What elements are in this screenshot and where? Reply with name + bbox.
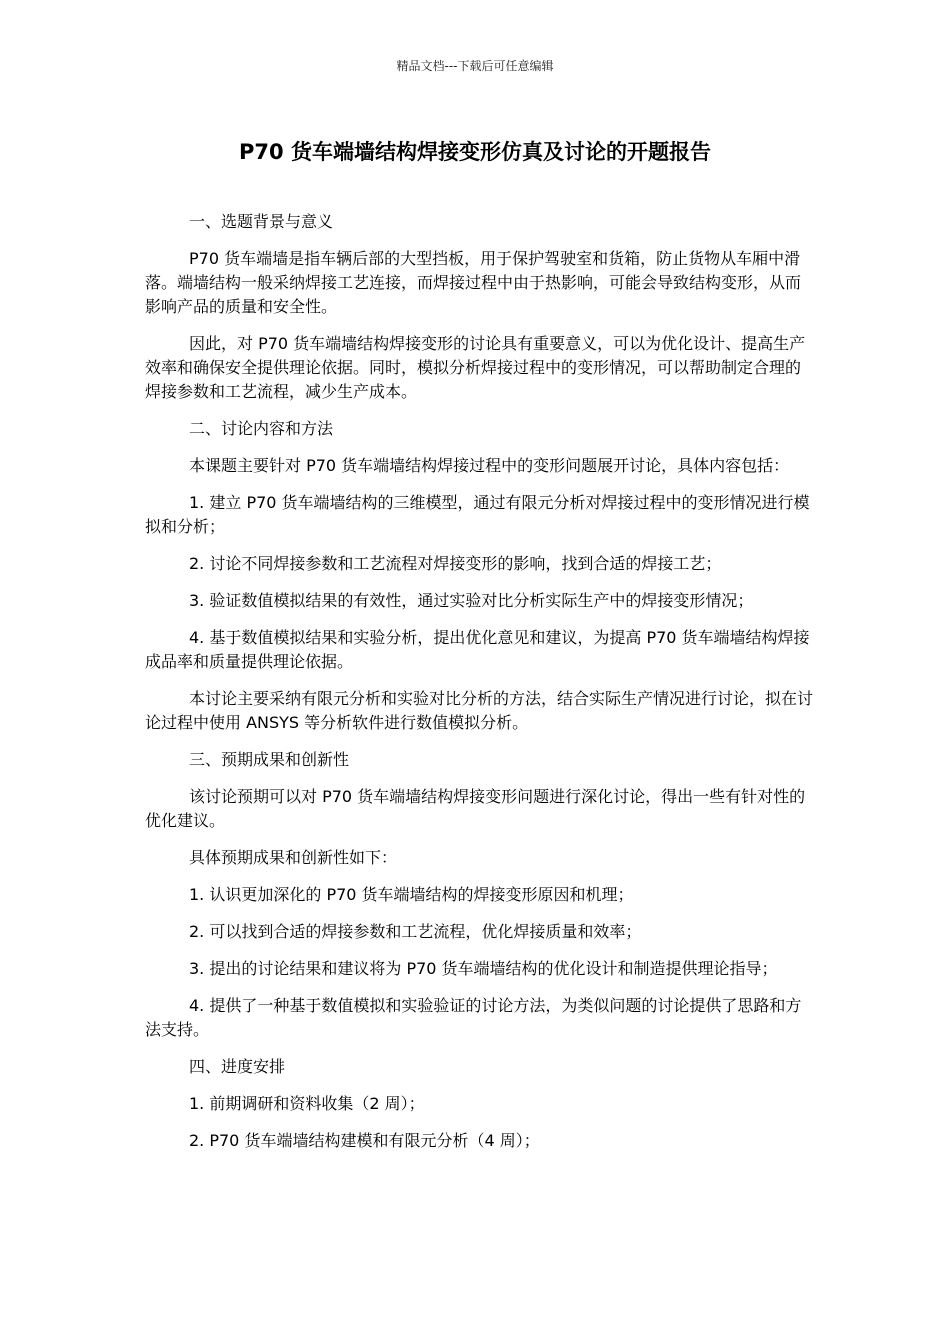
paragraph-significance: 因此，对 P70 货车端墙结构焊接变形的讨论具有重要意义，可以为优化设计、提高生产效率和确保安全提供理论依据。同时，模拟分析焊接过程中的变形情况，可以帮助制定合理的焊接参数和工艺流程，减少生产成本。 (145, 334, 806, 401)
list-item-content-2: 2. 讨论不同焊接参数和工艺流程对焊接变形的影响，找到合适的焊接工艺； (189, 554, 722, 573)
paragraph-expected-intro: 该讨论预期可以对 P70 货车端墙结构焊接变形问题进行深化讨论，得出一些有针对性的优化建议。 (145, 787, 806, 830)
list-item-result-2: 2. 可以找到合适的焊接参数和工艺流程，优化焊接质量和效率； (189, 922, 642, 941)
list-item-content-1: 1. 建立 P70 货车端墙结构的三维模型，通过有限元分析对焊接过程中的变形情况进行模拟和分析； (145, 493, 810, 536)
section-heading-schedule: 四、进度安排 (189, 1057, 286, 1076)
list-item-result-3: 3. 提出的讨论结果和建议将为 P70 货车端墙结构的优化设计和制造提供理论指导； (189, 959, 778, 978)
list-item-result-4: 4. 提供了一种基于数值模拟和实验验证的讨论方法，为类似问题的讨论提供了思路和方法支持。 (145, 996, 802, 1039)
paragraph-expected-list-intro: 具体预期成果和创新性如下： (189, 848, 398, 867)
page-header: 精品文档---下载后可任意编辑 (396, 59, 554, 73)
section-heading-background: 一、选题背景与意义 (189, 212, 334, 231)
document-body (145, 210, 815, 1166)
list-item-content-4: 4. 基于数值模拟结果和实验分析，提出优化意见和建议，为提高 P70 货车端墙结构焊接成品率和质量提供理论依据。 (145, 628, 810, 671)
list-item-schedule-2: 2. P70 货车端墙结构建模和有限元分析（4 周）； (189, 1131, 540, 1150)
paragraph-background: P70 货车端墙是指车辆后部的大型挡板，用于保护驾驶室和货箱，防止货物从车厢中滑落。端墙结构一般采纳焊接工艺连接，而焊接过程中由于热影响，可能会导致结构变形，从而影响产品的质量和安全性。 (145, 249, 802, 316)
list-item-result-1: 1. 认识更加深化的 P70 货车端墙结构的焊接变形原因和机理； (189, 885, 634, 904)
list-item-content-3: 3. 验证数值模拟结果的有效性，通过实验对比分析实际生产中的焊接变形情况； (189, 591, 754, 610)
document-title: P70 货车端墙结构焊接变形仿真及讨论的开题报告 (239, 140, 711, 164)
paragraph-content-intro: 本课题主要针对 P70 货车端墙结构焊接过程中的变形问题展开讨论，具体内容包括： (189, 456, 790, 475)
section-heading-expected-results: 三、预期成果和创新性 (189, 750, 350, 769)
section-heading-content-methods: 二、讨论内容和方法 (189, 419, 334, 438)
list-item-schedule-1: 1. 前期调研和资料收集（2 周）； (189, 1094, 425, 1113)
paragraph-methods: 本讨论主要采纳有限元分析和实验对比分析的方法，结合实际生产情况进行讨论，拟在讨论过程中使用 ANSYS 等分析软件进行数值模拟分析。 (145, 689, 814, 732)
